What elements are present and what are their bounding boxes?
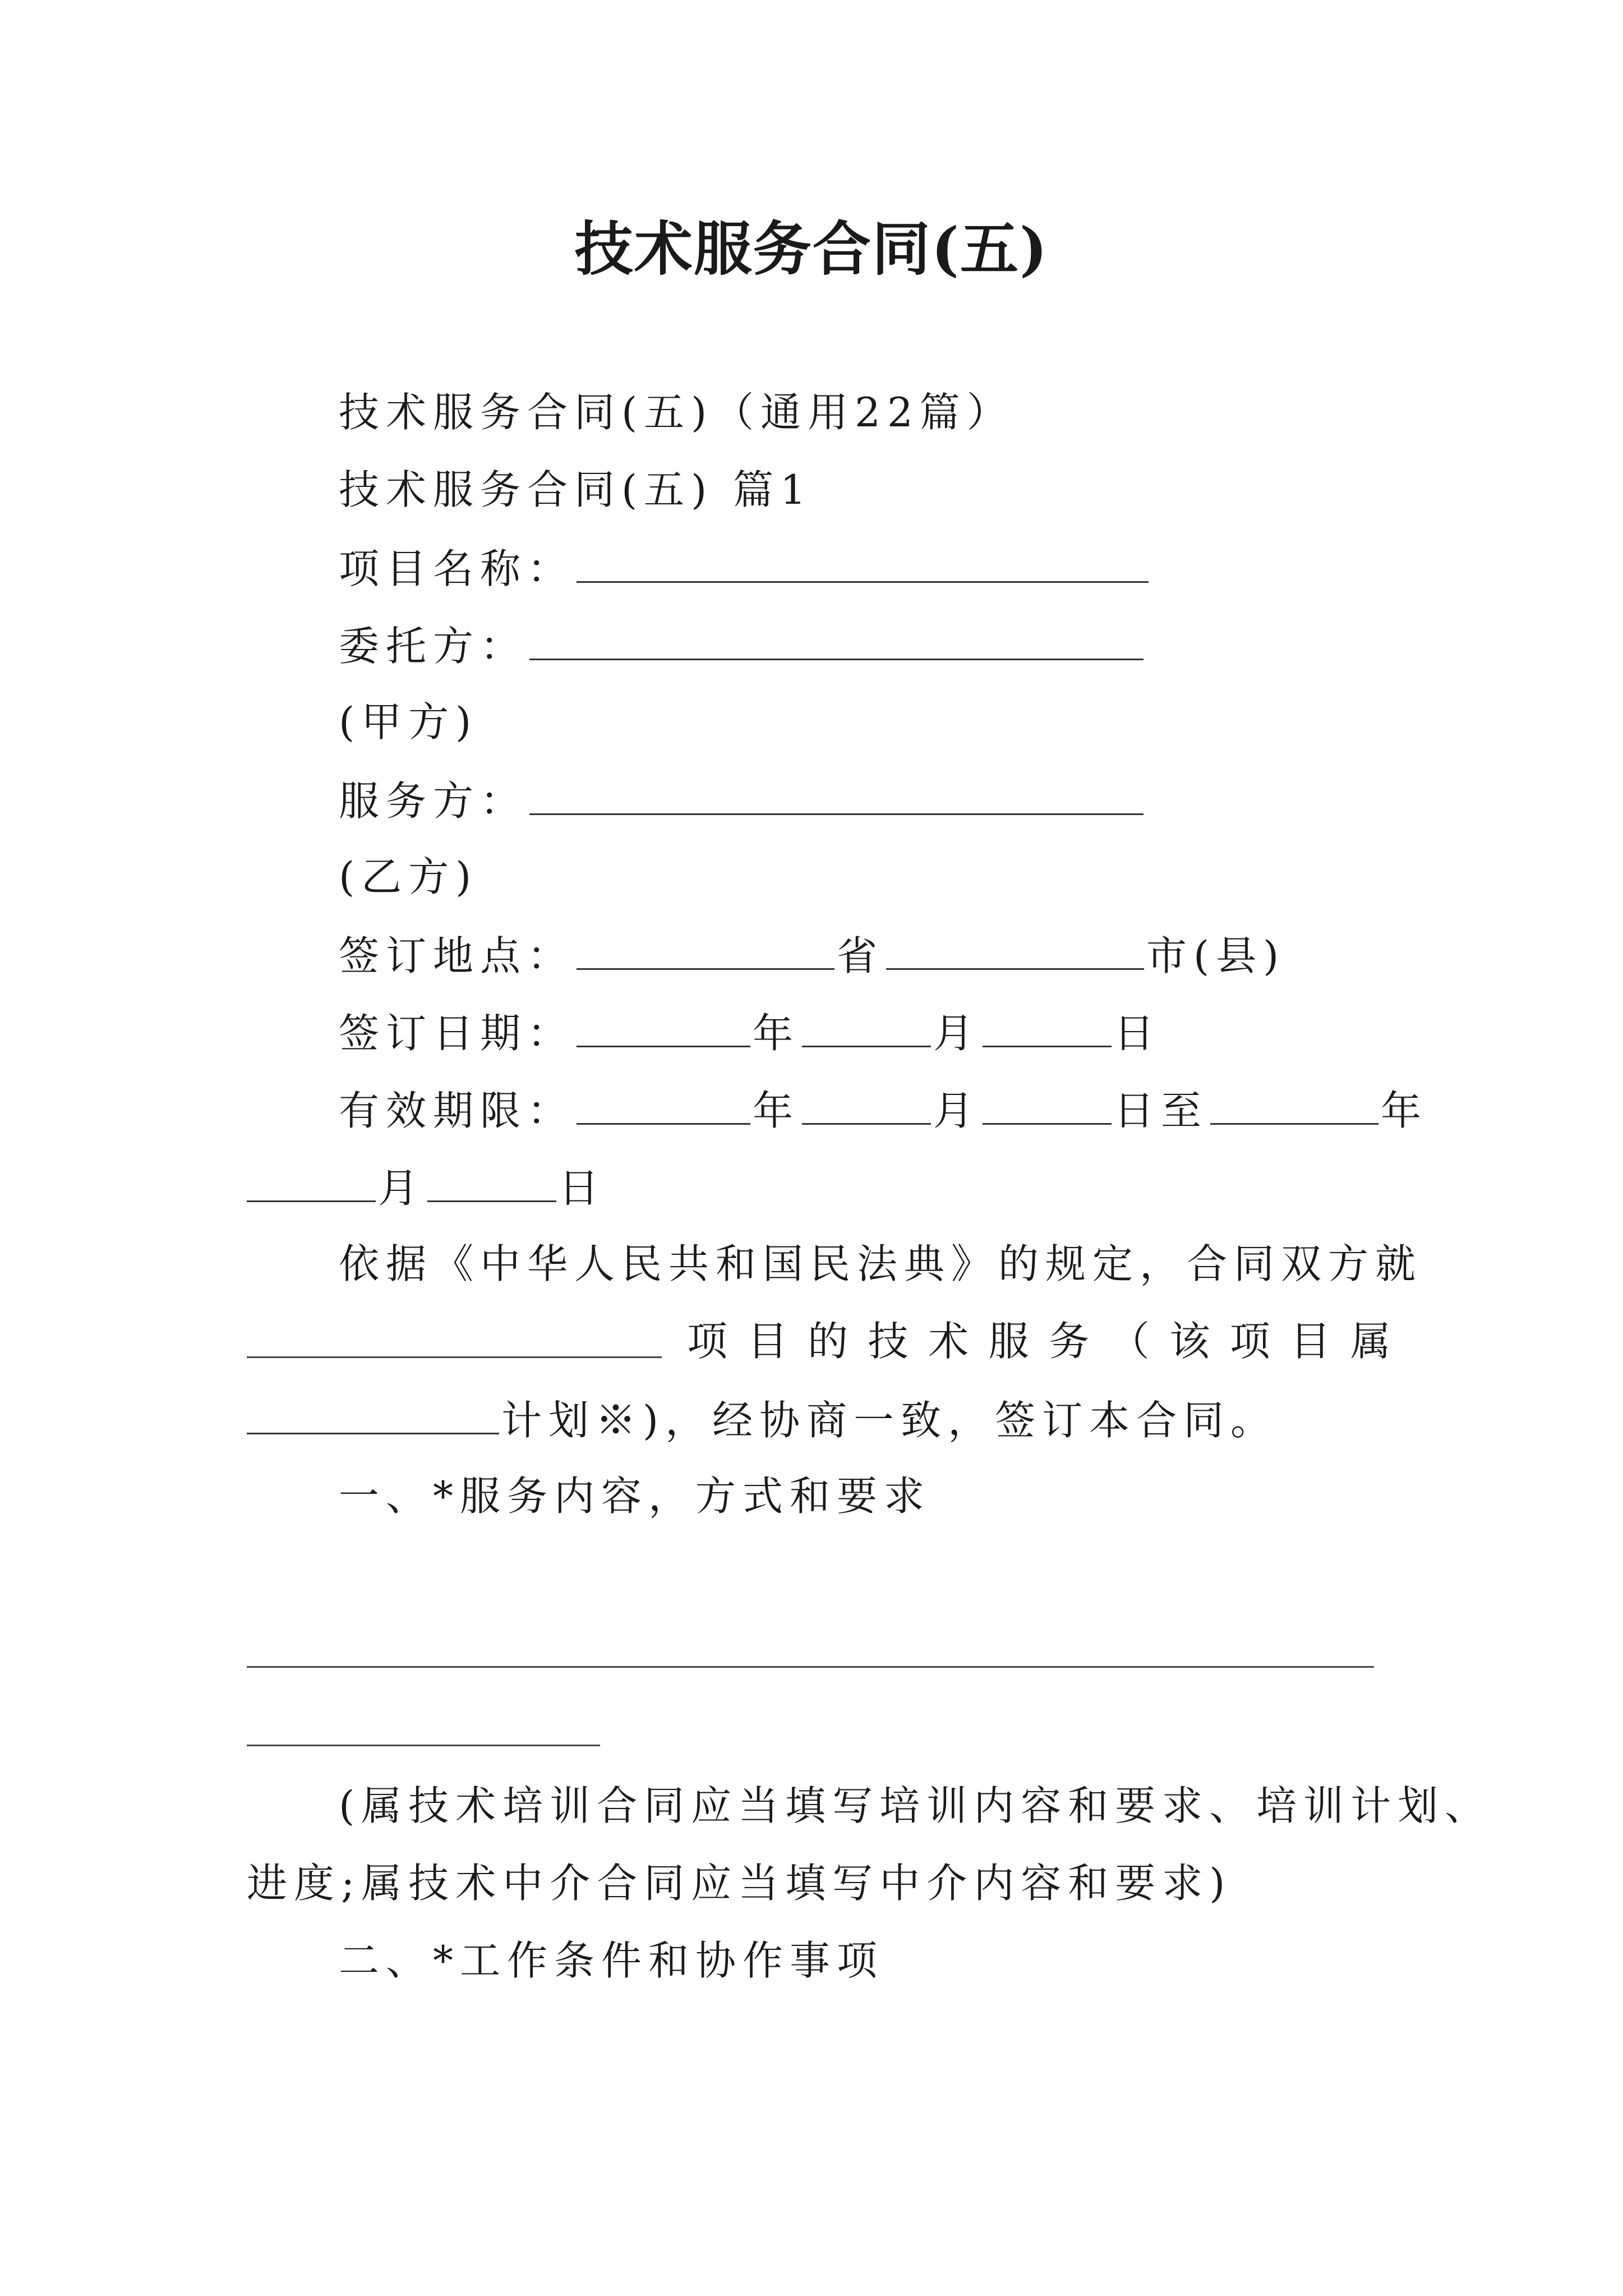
project-blank-line[interactable] bbox=[247, 1356, 662, 1358]
valid-month-field[interactable] bbox=[802, 1084, 931, 1125]
client-field[interactable] bbox=[529, 619, 1144, 660]
city-label: 市(县) bbox=[1146, 932, 1286, 979]
basis-line-2-char: 务 bbox=[1049, 1318, 1090, 1365]
basis-line-2-char: 项 bbox=[1229, 1318, 1270, 1365]
valid-year2-field[interactable] bbox=[1210, 1084, 1378, 1125]
note-line-1: (属技术培训合同应当填写培训内容和要求、培训计划、 bbox=[339, 1782, 1492, 1829]
valid-month2-label: 月 bbox=[378, 1165, 426, 1212]
basis-line-2-char: 目 bbox=[1290, 1318, 1331, 1365]
sign-day-field[interactable] bbox=[983, 1006, 1112, 1047]
city-field[interactable] bbox=[886, 929, 1144, 970]
plan-blank-field[interactable] bbox=[247, 1393, 499, 1434]
basis-line-2-char: 项 bbox=[687, 1318, 728, 1365]
basis-line-2-char: 属 bbox=[1350, 1318, 1391, 1365]
sign-month-field[interactable] bbox=[802, 1006, 931, 1047]
valid-month2-field[interactable] bbox=[247, 1161, 376, 1202]
document-title: 技术服务合同(五) bbox=[574, 214, 1049, 283]
valid-period-row-cont bbox=[247, 1161, 606, 1213]
basis-line-1: 依据《中华人民共和国民法典》的规定，合同双方就 bbox=[339, 1240, 1423, 1287]
sign-month-label: 月 bbox=[933, 1010, 981, 1057]
basis-line-2-char: 的 bbox=[808, 1318, 849, 1365]
project-name-label: 项目名称： bbox=[339, 545, 575, 592]
clause-1-heading: 一、*服务内容，方式和要求 bbox=[339, 1473, 932, 1520]
basis-line-2-char: （ bbox=[1109, 1318, 1150, 1365]
provider-label: 服务方： bbox=[339, 777, 528, 825]
project-name-field[interactable] bbox=[577, 542, 1149, 583]
project-name-row bbox=[339, 542, 1151, 594]
sign-date-label: 签订日期： bbox=[339, 1010, 575, 1057]
basis-line-3-text: 计划※)，经协商一致，签订本合同。 bbox=[501, 1397, 1278, 1444]
valid-day-field[interactable] bbox=[983, 1084, 1112, 1125]
client-label: 委托方： bbox=[339, 623, 528, 670]
province-field[interactable] bbox=[577, 929, 834, 970]
party-b-label: (乙方) bbox=[339, 853, 478, 900]
provider-row bbox=[339, 774, 1146, 826]
clause-2-heading: 二、*工作条件和协作事项 bbox=[339, 1937, 884, 1984]
sign-place-row bbox=[339, 929, 1285, 981]
province-label: 省 bbox=[837, 932, 884, 979]
basis-line-2 bbox=[687, 1316, 1391, 1366]
sign-place-label: 签订地点： bbox=[339, 932, 575, 979]
basis-line-2-char: 技 bbox=[868, 1318, 909, 1365]
basis-line-2-char: 目 bbox=[747, 1318, 788, 1365]
valid-day2-field[interactable] bbox=[427, 1161, 556, 1202]
valid-period-label: 有效期限： bbox=[339, 1087, 575, 1134]
sign-day-label: 日 bbox=[1114, 1010, 1161, 1057]
client-row bbox=[339, 619, 1146, 671]
valid-day-to-label: 日至 bbox=[1114, 1087, 1209, 1134]
basis-line-2-char: 服 bbox=[988, 1318, 1029, 1365]
party-a-label: (甲方) bbox=[339, 698, 478, 746]
clause-1-fill-line-1[interactable] bbox=[247, 1666, 1374, 1668]
valid-month-label: 月 bbox=[933, 1087, 981, 1134]
sign-date-row bbox=[339, 1006, 1161, 1059]
basis-line-2-char: 术 bbox=[928, 1318, 969, 1365]
valid-year-label: 年 bbox=[753, 1087, 800, 1134]
valid-period-row bbox=[339, 1084, 1428, 1136]
sign-year-label: 年 bbox=[753, 1010, 800, 1057]
provider-field[interactable] bbox=[529, 774, 1144, 815]
valid-year-field[interactable] bbox=[577, 1084, 750, 1125]
section-heading: 技术服务合同(五) 篇1 bbox=[339, 466, 813, 513]
valid-day2-label: 日 bbox=[559, 1165, 606, 1212]
document-subtitle: 技术服务合同(五)（通用22篇） bbox=[339, 389, 1014, 436]
note-line-2: 进度;属技术中介合同应当填写中介内容和要求) bbox=[247, 1860, 1232, 1907]
basis-line-3 bbox=[247, 1393, 1278, 1446]
valid-year2-label: 年 bbox=[1381, 1087, 1428, 1134]
clause-1-fill-line-2[interactable] bbox=[247, 1745, 600, 1746]
sign-year-field[interactable] bbox=[577, 1006, 750, 1047]
basis-line-2-char: 该 bbox=[1169, 1318, 1210, 1365]
